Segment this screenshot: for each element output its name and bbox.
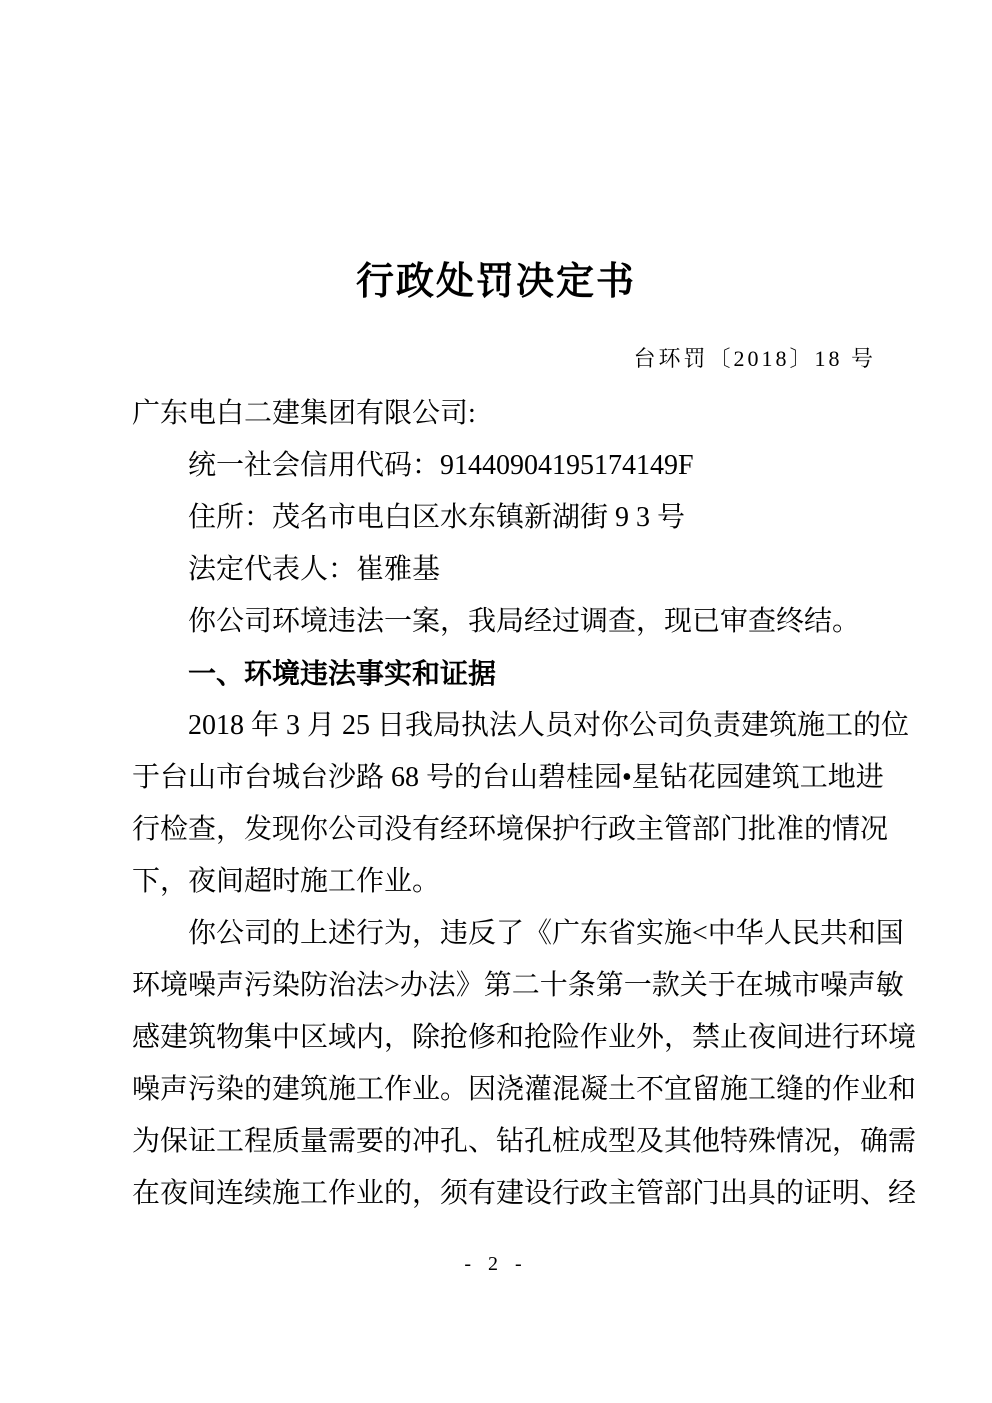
legal-representative-line: 法定代表人：崔雅基 xyxy=(188,554,441,585)
paragraph-1-line-2: 于台山市台城台沙路 68 号的台山碧桂园•星钻花园建筑工地进 xyxy=(132,762,884,793)
section-one-heading: 一、环境违法事实和证据 xyxy=(188,658,497,689)
paragraph-2-line-3: 感建筑物集中区域内，除抢修和抢险作业外，禁止夜间进行环境 xyxy=(132,1022,917,1053)
paragraph-2-line-6: 在夜间连续施工作业的，须有建设行政主管部门出具的证明、经 xyxy=(132,1178,917,1209)
paragraph-2-line-5: 为保证工程质量需要的冲孔、钻孔桩成型及其他特殊情况，确需 xyxy=(132,1126,917,1157)
paragraph-1-line-4: 下，夜间超时施工作业。 xyxy=(132,866,441,897)
paragraph-1-line-3: 行检查，发现你公司没有经环境保护行政主管部门批准的情况 xyxy=(132,814,889,845)
case-intro-line: 你公司环境违法一案，我局经过调查，现已审查终结。 xyxy=(188,606,861,637)
paragraph-2-line-4: 噪声污染的建筑施工作业。因浇灌混凝土不宜留施工缝的作业和 xyxy=(132,1074,917,1105)
paragraph-1-line-1: 2018 年 3 月 25 日我局执法人员对你公司负责建筑施工的位 xyxy=(188,710,910,741)
document-number: 台环罚〔2018〕18 号 xyxy=(633,346,876,371)
document-title: 行政处罚决定书 xyxy=(355,261,636,303)
document-body xyxy=(132,388,917,1220)
credit-code-line: 统一社会信用代码：91440904195174149F xyxy=(188,450,694,481)
address-line: 住所：茂名市电白区水东镇新湖街 9 3 号 xyxy=(188,502,686,533)
page-number: - 2 - xyxy=(464,1253,528,1275)
recipient-line: 广东电白二建集团有限公司: xyxy=(132,398,476,429)
paragraph-2-line-2: 环境噪声污染防治法>办法》第二十条第一款关于在城市噪声敏 xyxy=(132,970,904,1001)
paragraph-2-line-1: 你公司的上述行为，违反了《广东省实施<中华人民共和国 xyxy=(188,918,904,949)
